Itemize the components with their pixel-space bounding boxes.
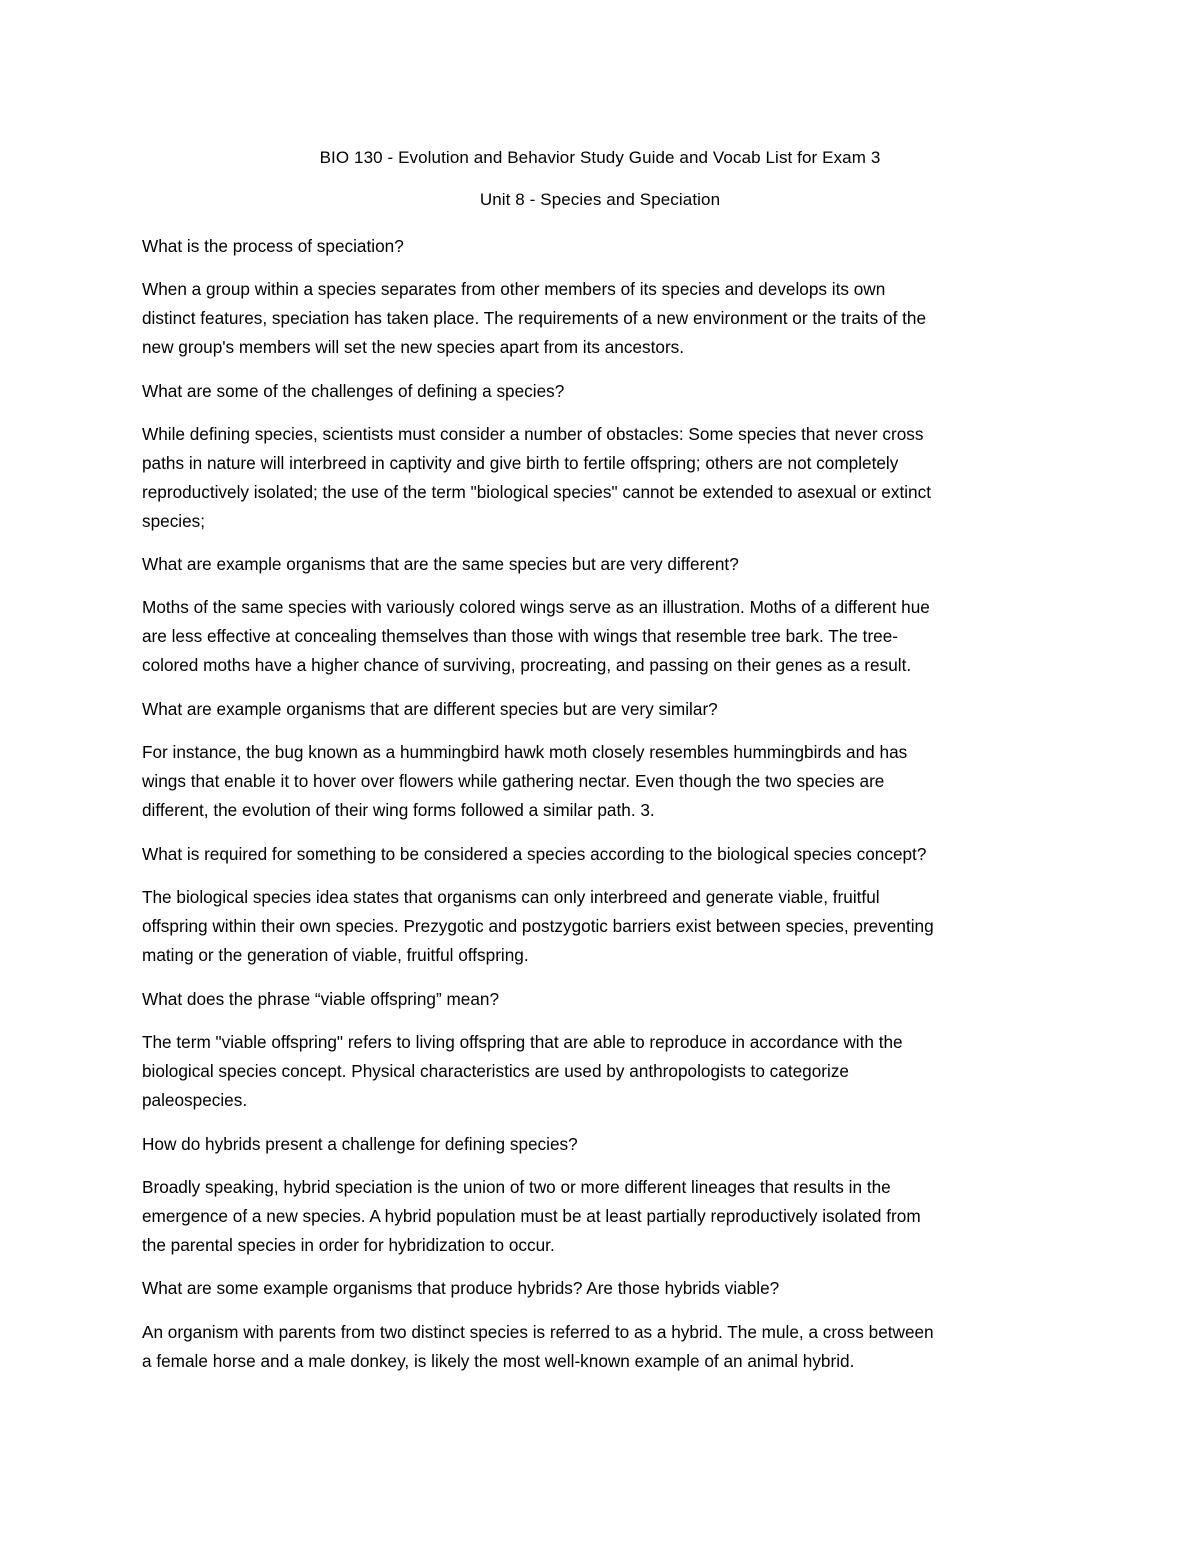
text-line: mating or the generation of viable, fruitful offspring. [142, 944, 529, 965]
question-text [142, 985, 1058, 1014]
text-line: colored moths have a higher chance of surviving, procreating, and passing on their genes as a result. [142, 654, 912, 675]
answer-paragraph [142, 883, 1058, 970]
question-text [142, 232, 1058, 261]
text-line: emergence of a new species. A hybrid population must be at least partially reproductively isolated from [142, 1205, 921, 1226]
text-line: offspring within their own species. Prezygotic and postzygotic barriers exist between species, preventing [142, 915, 934, 936]
answer-paragraph [142, 420, 1058, 536]
text-line: different, the evolution of their wing forms followed a similar path. 3. [142, 799, 655, 820]
answer-paragraph [142, 738, 1058, 825]
text-line: An organism with parents from two distinct species is referred to as a hybrid. The mule, a cross between [142, 1322, 934, 1342]
document-title: BIO 130 - Evolution and Behavior Study Guide and Vocab List for Exam 3 [319, 148, 881, 167]
text-line: What are example organisms that are different species but are very similar? [142, 699, 718, 719]
text-line: Broadly speaking, hybrid speciation is the union of two or more different lineages that results in the [142, 1177, 891, 1197]
text-line: wings that enable it to hover over flowers while gathering nectar. Even though the two species are [142, 770, 885, 791]
text-line: reproductively isolated; the use of the term "biological species" cannot be extended to asexual or extinct [142, 481, 931, 502]
text-line: species; [142, 510, 206, 531]
text-line: The biological species idea states that organisms can only interbreed and generate viable, fruitful [142, 887, 880, 907]
text-line: are less effective at concealing themselves than those with wings that resemble tree bark. The tree- [142, 625, 899, 646]
text-line: Moths of the same species with variously colored wings serve as an illustration. Moths of a different hue [142, 597, 930, 617]
unit-heading: Unit 8 - Species and Speciation [479, 190, 721, 209]
answer-paragraph [142, 593, 1058, 680]
answer-paragraph [142, 275, 1058, 362]
question-text [142, 1274, 1058, 1303]
question-text [142, 695, 1058, 724]
question-text [142, 550, 1058, 579]
answer-paragraph [142, 1028, 1058, 1115]
question-text [142, 840, 1058, 869]
text-line: For instance, the bug known as a hummingbird hawk moth closely resembles hummingbirds and has [142, 742, 908, 762]
text-line: new group's members will set the new species apart from its ancestors. [142, 336, 685, 357]
text-line: distinct features, speciation has taken place. The requirements of a new environment or the traits of the [142, 307, 927, 328]
text-line: When a group within a species separates from other members of its species and develops its own [142, 279, 886, 299]
question-text [142, 377, 1058, 406]
text-line: biological species concept. Physical characteristics are used by anthropologists to categorize [142, 1060, 849, 1081]
text-line: While defining species, scientists must consider a number of obstacles: Some species that never cross [142, 424, 924, 444]
text-line: What is the process of speciation? [142, 236, 404, 256]
question-text [142, 1130, 1058, 1159]
text-line: What are some of the challenges of defining a species? [142, 381, 565, 401]
text-line: paths in nature will interbreed in captivity and give birth to fertile offspring; others are not completely [142, 452, 899, 473]
document-page [142, 0, 1058, 1553]
text-line: The term "viable offspring" refers to living offspring that are able to reproduce in accordance with the [142, 1032, 903, 1052]
text-line: What are some example organisms that produce hybrids? Are those hybrids viable? [142, 1278, 780, 1298]
text-line: What does the phrase “viable offspring” mean? [142, 989, 500, 1009]
text-line: What is required for something to be considered a species according to the biological species concept? [142, 844, 927, 864]
text-line: the parental species in order for hybridization to occur. [142, 1234, 555, 1255]
text-line: paleospecies. [142, 1089, 248, 1110]
text-line: How do hybrids present a challenge for defining species? [142, 1134, 578, 1154]
answer-paragraph [142, 1173, 1058, 1260]
text-line: What are example organisms that are the same species but are very different? [142, 554, 739, 574]
text-line: a female horse and a male donkey, is likely the most well-known example of an animal hybrid. [142, 1350, 855, 1371]
answer-paragraph [142, 1318, 1058, 1376]
